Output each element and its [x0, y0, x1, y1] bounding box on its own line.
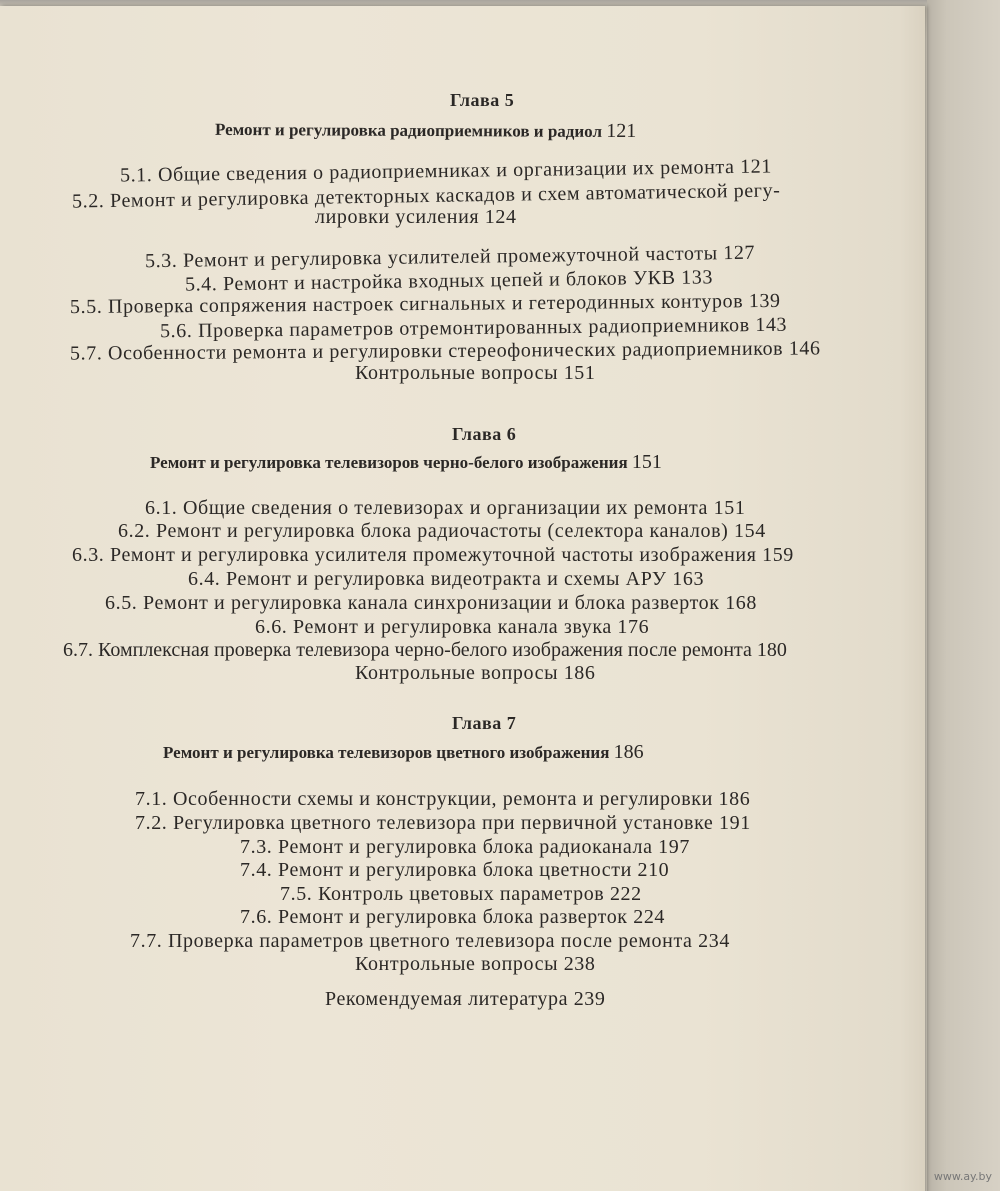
toc-entry-7-1: 7.1. Особенности схемы и конструкции, ремонта и регулировки 186: [135, 788, 751, 810]
toc-entry-6-3: 6.3. Ремонт и регулировка усилителя промежуточной частоты изображения 159: [72, 544, 794, 566]
toc-entry-6-2: 6.2. Ремонт и регулировка блока радиочастоты (селектора каналов) 154: [118, 520, 766, 542]
watermark: www.ay.by: [933, 1170, 992, 1183]
toc-entry-5-7: 5.7. Особенности ремонта и регулировки стереофонических радиоприемников 146: [69, 337, 821, 365]
toc-entry-7-6: 7.6. Ремонт и регулировка блока разверток 224: [240, 906, 666, 928]
toc-entry-5-2-cont: лировки усиления 124: [315, 206, 517, 228]
chapter-7-title-line: [163, 741, 644, 764]
toc-entry-7-2: 7.2. Регулировка цветного телевизора при первичной установке 191: [135, 812, 751, 834]
toc-entry-7-4: 7.4. Ремонт и регулировка блока цветности 210: [240, 859, 670, 881]
chapter-5-title: Ремонт и регулировка радиоприемников и радиол: [214, 119, 603, 141]
toc-entry-5-3: 5.3. Ремонт и регулировка усилителей промежуточной частоты 127: [144, 241, 756, 273]
toc-entry-6-5: 6.5. Ремонт и регулировка канала синхронизации и блока разверток 168: [105, 592, 758, 614]
toc-entry-7-3: 7.3. Ремонт и регулировка блока радиоканала 197: [240, 836, 690, 858]
toc-entry-6-4: 6.4. Ремонт и регулировка видеотракта и схемы АРУ 163: [188, 568, 705, 590]
toc-entry-6-7: 6.7. Комплексная проверка телевизора черно-белого изображения после ремонта 180: [63, 639, 787, 661]
toc-entry-5-questions: Контрольные вопросы 151: [355, 362, 596, 384]
toc-entry-5-6: 5.6. Проверка параметров отремонтированных радиоприемников 143: [159, 313, 788, 343]
toc-entry-7-questions: Контрольные вопросы 238: [355, 953, 596, 975]
chapter-6-heading: Глава 6: [452, 424, 517, 444]
chapter-7-title-page: 186: [613, 741, 644, 763]
toc-entry-7-7: 7.7. Проверка параметров цветного телевизора после ремонта 234: [130, 930, 730, 952]
toc-entry-6-6: 6.6. Ремонт и регулировка канала звука 176: [255, 616, 650, 638]
chapter-5-title-line: [215, 118, 636, 143]
toc-entry-6-1: 6.1. Общие сведения о телевизорах и организации их ремонта 151: [145, 497, 746, 519]
toc-entry-5-1: 5.1. Общие сведения о радиоприемниках и организации их ремонта 121: [119, 155, 773, 187]
adjacent-page-edge: [927, 0, 1000, 1191]
toc-entry-5-4: 5.4. Ремонт и настройка входных цепей и блоков УКВ 133: [184, 266, 714, 296]
chapter-6-title-page: 151: [631, 451, 662, 473]
toc-entry-literature: Рекомендуемая литература 239: [325, 988, 606, 1010]
chapter-5-title-page: 121: [606, 119, 637, 143]
toc-entry-5-5: 5.5. Проверка сопряжения настроек сигнальных и гетеродинных контуров 139: [69, 289, 781, 319]
chapter-6-title-line: [150, 451, 662, 474]
toc-entry-5-2: 5.2. Ремонт и регулировка детекторных каскадов и схем автоматической регу-: [71, 179, 781, 213]
toc-entry-7-5: 7.5. Контроль цветовых параметров 222: [280, 883, 642, 905]
chapter-7-title: Ремонт и регулировка телевизоров цветного изображения: [163, 743, 610, 762]
chapter-7-heading: Глава 7: [452, 713, 517, 733]
chapter-6-title: Ремонт и регулировка телевизоров черно-белого изображения: [150, 453, 628, 472]
chapter-5-heading: Глава 5: [450, 90, 515, 110]
toc-entry-6-questions: Контрольные вопросы 186: [355, 662, 596, 684]
